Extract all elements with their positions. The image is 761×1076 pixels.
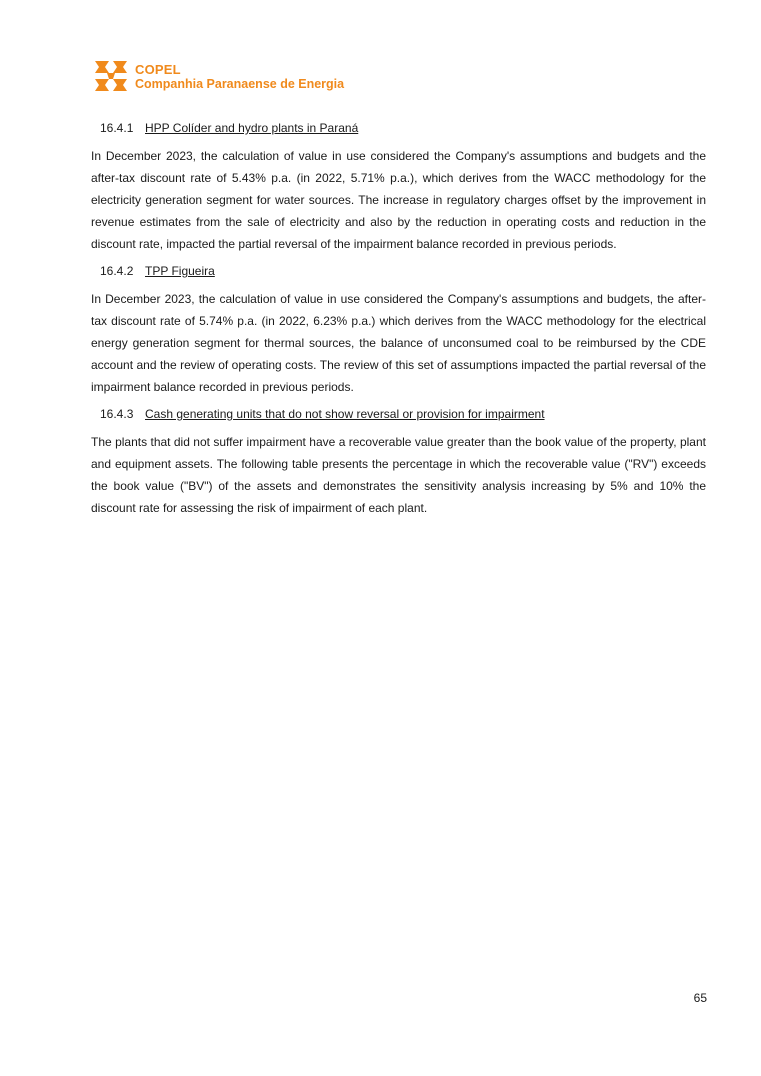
section-heading-16-4-2 xyxy=(100,263,706,279)
section-title: TPP Figueira xyxy=(145,264,215,278)
section-number: 16.4.3 xyxy=(100,407,134,421)
brand-full-name: Companhia Paranaense de Energia xyxy=(135,77,345,91)
section-paragraph: In December 2023, the calculation of value in use considered the Company's assumptions and budgets, the after-tax discount rate of 5.74% p.a. (in 2022, 6.23% p.a.) which derives from the WACC methodology for the electrical energy generation segment for thermal sources, the balance of unconsumed coal to be reimbursed by the CDE account and the review of operating costs. The review of this set of assumptions impacted the partial reversal of the impairment balance recorded in previous periods. xyxy=(91,292,706,394)
document-body xyxy=(91,120,706,527)
page-number: 65 xyxy=(693,991,707,1005)
section-heading-16-4-3 xyxy=(100,406,706,422)
section-paragraph: In December 2023, the calculation of value in use considered the Company's assumptions and budgets and the after-tax discount rate of 5.43% p.a. (in 2022, 5.71% p.a.), which derives from the WACC methodology for the electricity generation segment for water sources. The increase in regulatory charges offset by the improvement in revenue estimates from the sale of electricity and also by the reduction in operating costs and reduction in the discount rate, impacted the partial reversal of the impairment balance recorded in previous periods. xyxy=(91,149,706,251)
section-title: HPP Colíder and hydro plants in Paraná xyxy=(145,121,359,135)
brand-name: COPEL xyxy=(135,62,181,77)
page-header xyxy=(93,59,344,95)
copel-logo-icon xyxy=(93,59,129,95)
section-number: 16.4.1 xyxy=(100,121,134,135)
section-number: 16.4.2 xyxy=(100,264,134,278)
section-title: Cash generating units that do not show reversal or provision for impairment xyxy=(145,407,545,421)
section-paragraph: The plants that did not suffer impairment have a recoverable value greater than the book value of the property, plant and equipment assets. The following table presents the percentage in which the recoverable value ("RV") exceeds the book value ("BV") of the assets and demonstrates the sensitivity analysis increasing by 5% and 10% the discount rate for assessing the risk of impairment of each plant. xyxy=(91,435,706,515)
brand-text xyxy=(135,63,344,91)
section-heading-16-4-1 xyxy=(100,120,706,136)
